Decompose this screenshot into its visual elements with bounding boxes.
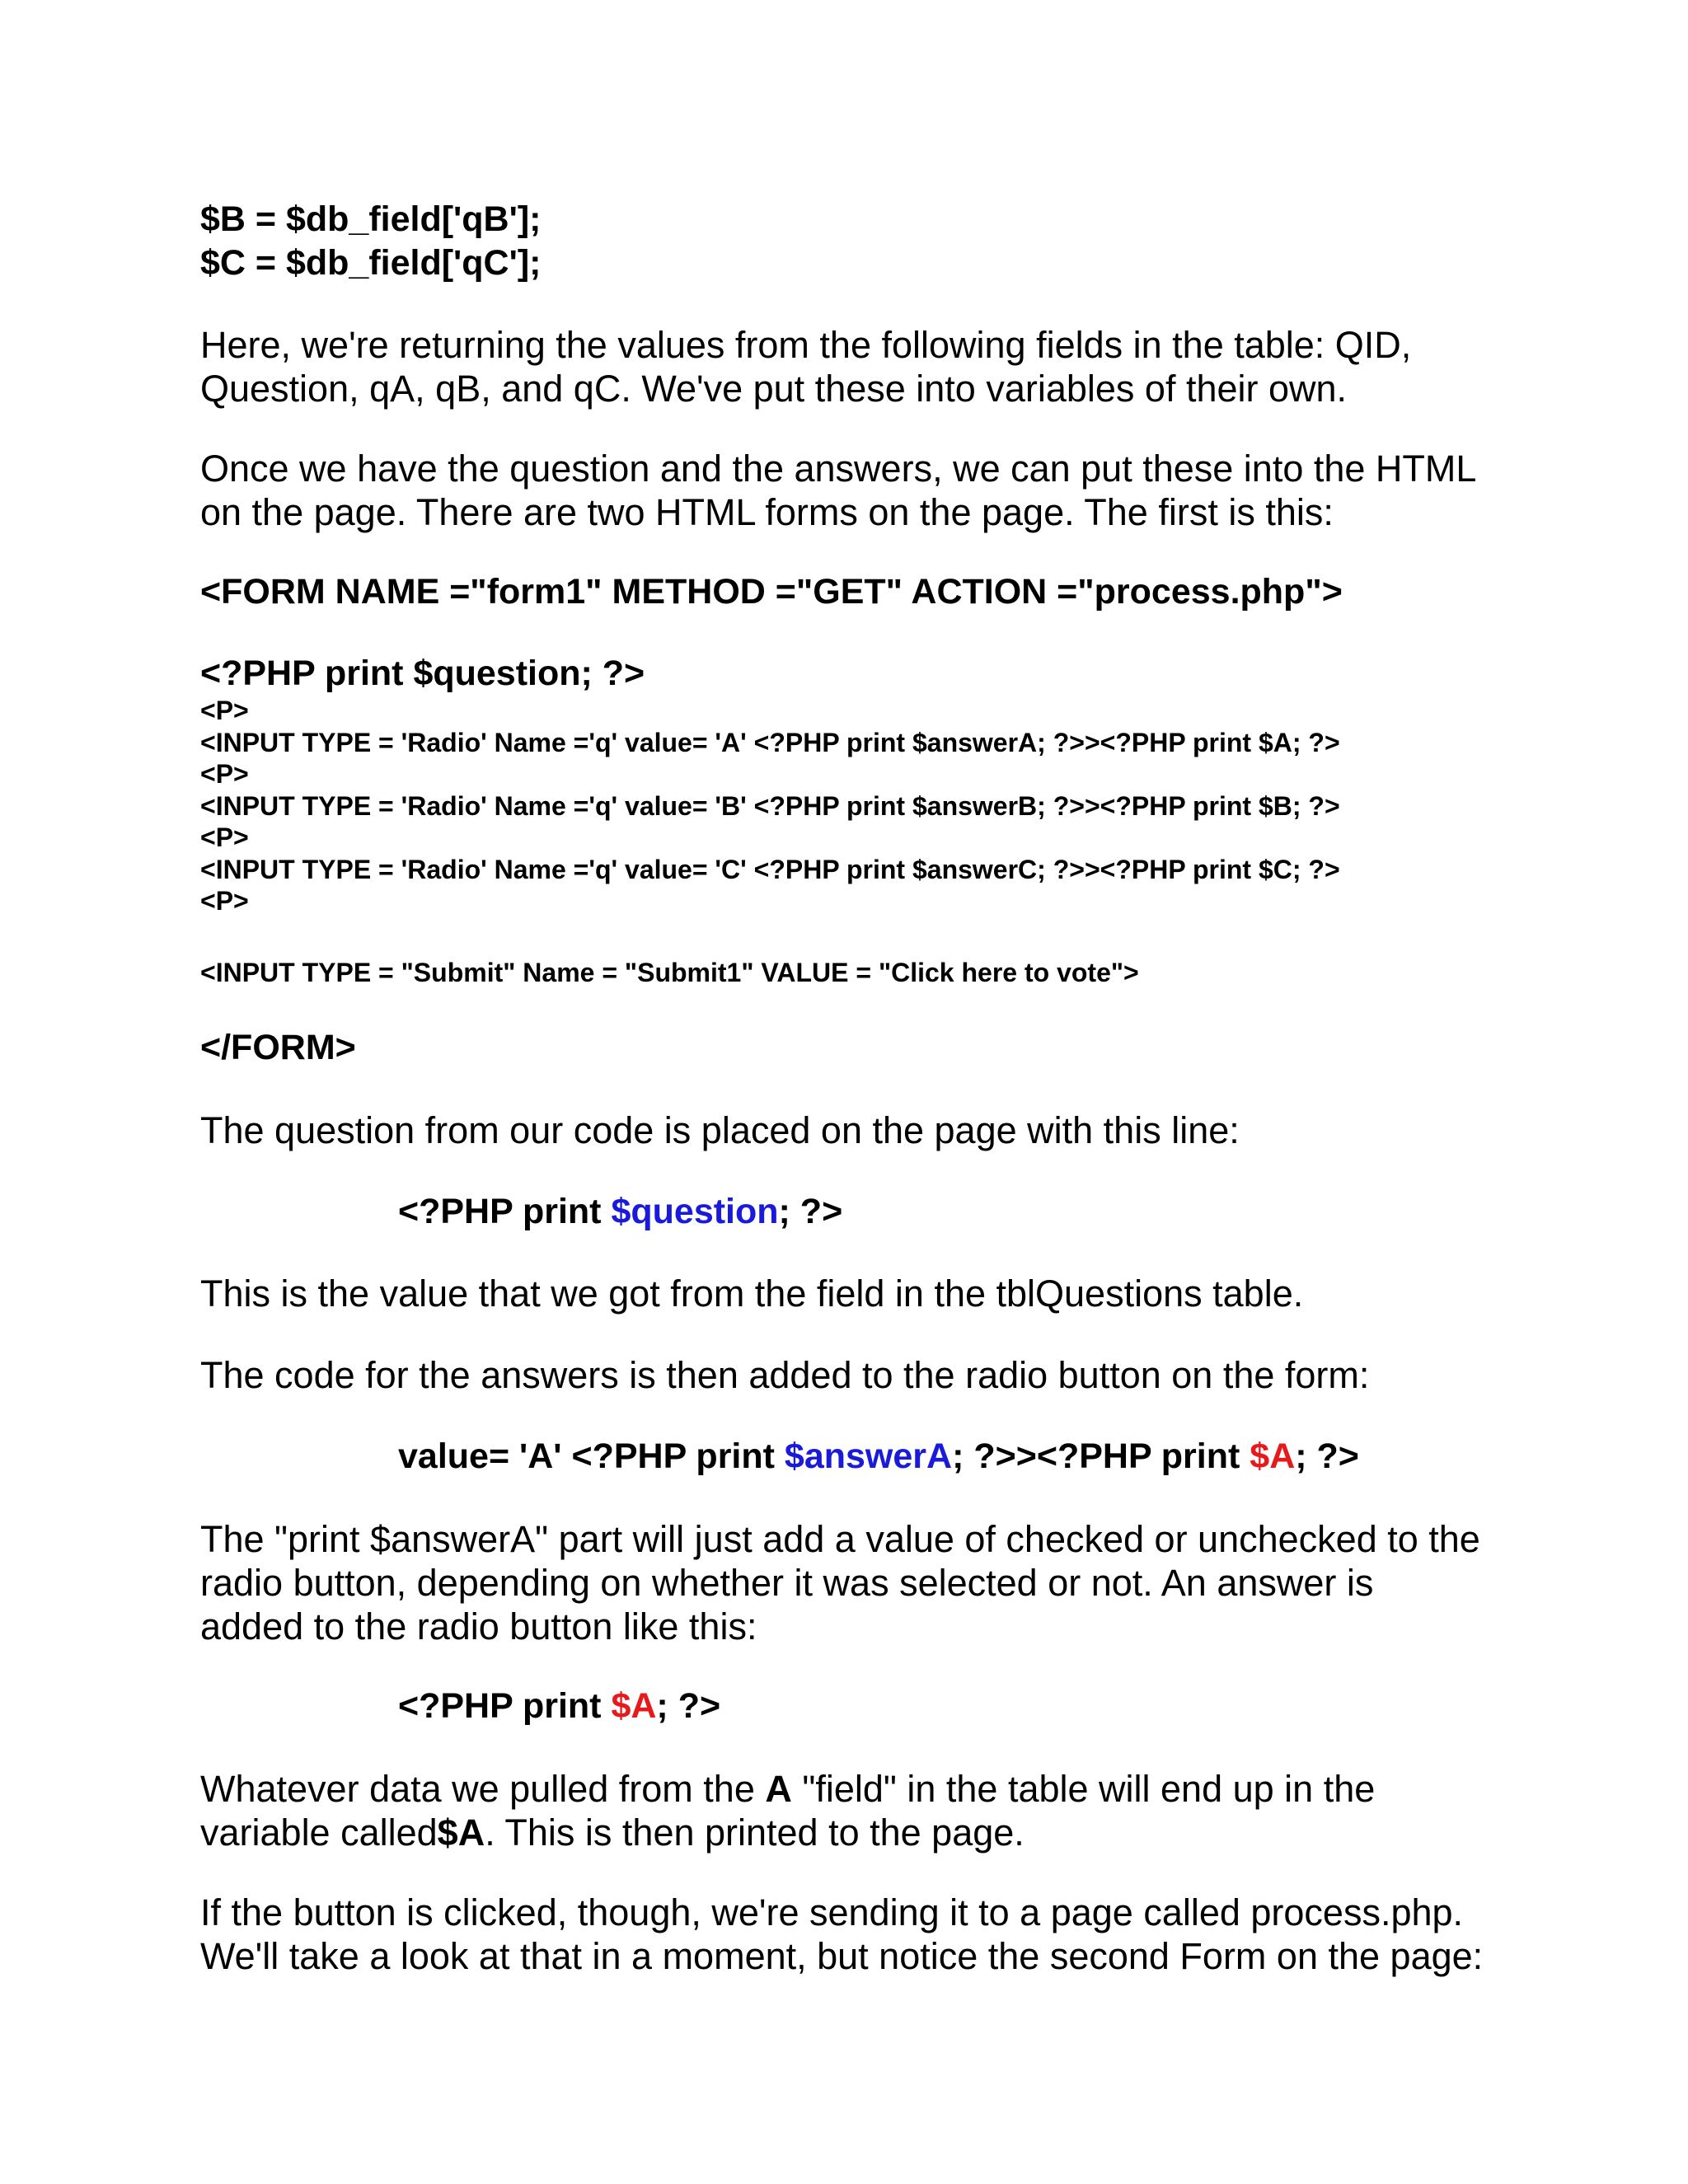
paragraph-line xyxy=(200,1811,1536,1854)
code-small-line: <P> xyxy=(200,759,249,789)
paragraph-line: Once we have the question and the answers, we can put these into the HTML xyxy=(200,448,1477,490)
paragraph-line: radio button, depending on whether it was selected or not. An answer is xyxy=(200,1562,1374,1604)
text-run: "field" in the table will end up in the xyxy=(791,1768,1376,1810)
paragraph-line: We'll take a look at that in a moment, but notice the second Form on the page: xyxy=(200,1935,1484,1977)
paragraph-line: The "print $answerA" part will just add a value of checked or unchecked to the xyxy=(200,1518,1480,1560)
snippet-variable-answer-a: $answerA xyxy=(784,1436,953,1476)
snippet-text: <?PHP print xyxy=(398,1192,612,1231)
code-small-line: <INPUT TYPE = 'Radio' Name ='q' value= 'A' <?PHP print $answerA; ?>><?PHP print $A; ?> xyxy=(200,727,1340,757)
snippet-text: ; ?> xyxy=(778,1192,843,1231)
code-submit-line: <INPUT TYPE = "Submit" Name = "Submit1" VALUE = "Click here to vote"> xyxy=(200,958,1139,987)
snippet-variable-a: $A xyxy=(611,1686,657,1726)
bold-variable-a: $A xyxy=(437,1811,485,1854)
snippet-text: <?PHP print xyxy=(398,1686,612,1726)
snippet-text: ; ?> xyxy=(656,1686,721,1726)
paragraph-fields xyxy=(200,323,1536,410)
code-small-line: <P> xyxy=(200,886,249,916)
snippet-text: ; ?> xyxy=(1295,1436,1359,1476)
code-line-b: $B = $db_field['qB']; xyxy=(200,199,542,239)
code-small-block xyxy=(200,695,1536,917)
code-snippet-answer xyxy=(398,1435,1688,1479)
code-snippet-question xyxy=(398,1190,1688,1234)
snippet-text: ; ?>><?PHP print xyxy=(952,1436,1250,1476)
code-form-open: <FORM NAME ="form1" METHOD ="GET" ACTION ="process.php"> xyxy=(200,572,1343,612)
text-run: . This is then printed to the page. xyxy=(485,1811,1025,1854)
paragraph-line: added to the radio button like this: xyxy=(200,1605,757,1647)
code-small-line: <P> xyxy=(200,823,249,852)
code-small-line: <P> xyxy=(200,696,249,725)
paragraph-tbl: This is the value that we got from the field in the tblQuestions table. xyxy=(200,1272,1304,1315)
paragraph-answers-intro: The code for the answers is then added to the radio button on the form: xyxy=(200,1354,1370,1396)
code-small-line: <INPUT TYPE = 'Radio' Name ='q' value= 'B' <?PHP print $answerB; ?>><?PHP print $B; ?> xyxy=(200,790,1340,821)
text-run: variable called xyxy=(200,1811,438,1854)
bold-field-a: A xyxy=(765,1768,792,1810)
code-small-line: <INPUT TYPE = 'Radio' Name ='q' value= 'C' <?PHP print $answerC; ?>><?PHP print $C; ?> xyxy=(200,854,1340,884)
snippet-variable-a: $A xyxy=(1250,1436,1296,1476)
paragraph-line: If the button is clicked, though, we're sending it to a page called process.php. xyxy=(200,1891,1464,1933)
paragraph-forms xyxy=(200,447,1536,534)
paragraph-line: Question, qA, qB, and qC. We've put these into variables of their own. xyxy=(200,368,1348,410)
paragraph-line: on the page. There are two HTML forms on the page. The first is this: xyxy=(200,491,1334,533)
code-form-close: </FORM> xyxy=(200,1028,356,1067)
paragraph-whatever xyxy=(200,1767,1536,1854)
code-snippet-a xyxy=(398,1685,1688,1728)
paragraph-line xyxy=(200,1767,1536,1811)
paragraph-question-intro: The question from our code is placed on the page with this line: xyxy=(200,1109,1240,1151)
code-php-question: <?PHP print $question; ?> xyxy=(200,654,645,693)
paragraph-process xyxy=(200,1891,1536,1978)
snippet-variable-question: $question xyxy=(611,1192,779,1231)
code-line-c: $C = $db_field['qC']; xyxy=(200,243,542,283)
snippet-text: value= 'A' <?PHP print xyxy=(398,1436,785,1476)
code-top-block xyxy=(200,198,1536,285)
paragraph-print-answer xyxy=(200,1517,1536,1648)
paragraph-line: Here, we're returning the values from the following fields in the table: QID, xyxy=(200,324,1412,366)
text-run: Whatever data we pulled from the xyxy=(200,1768,766,1810)
